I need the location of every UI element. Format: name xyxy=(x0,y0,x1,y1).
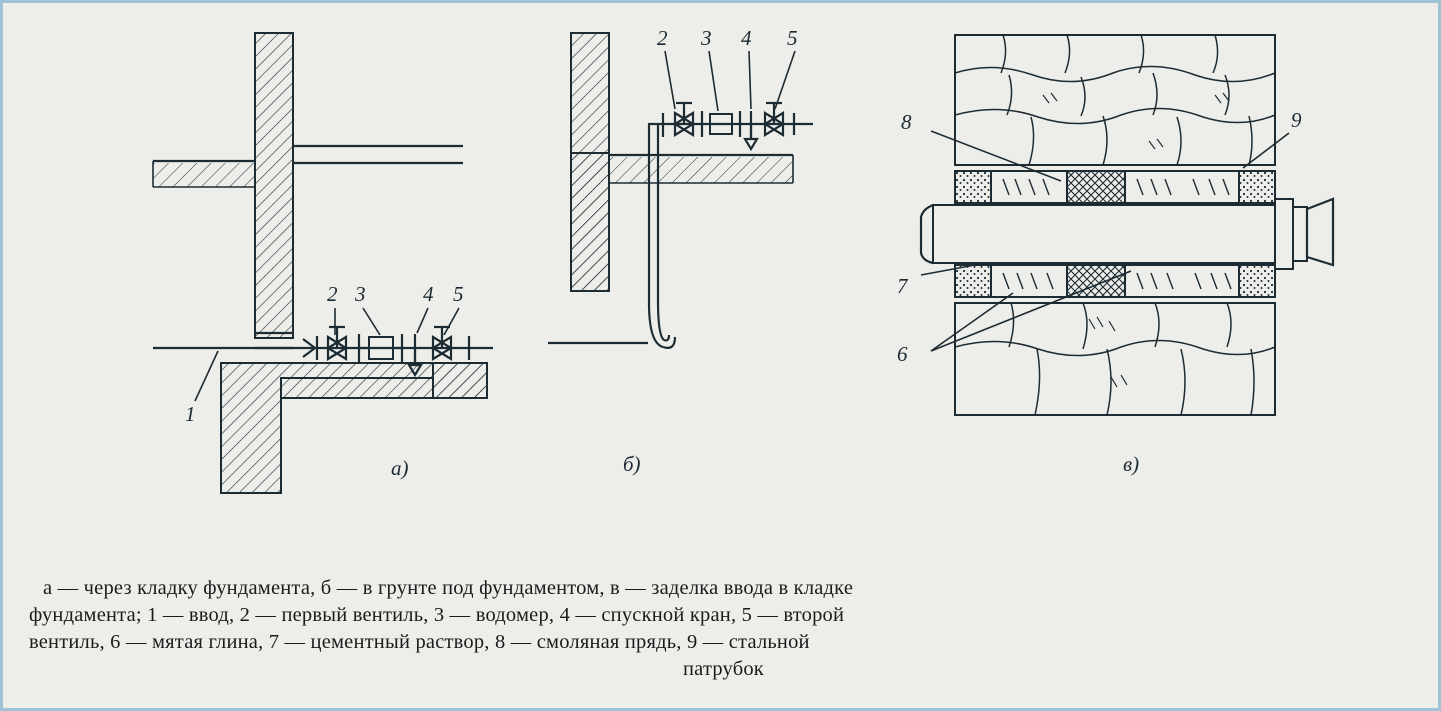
callout-1-a: 1 xyxy=(185,402,196,426)
valve-first-b xyxy=(663,103,693,137)
caption-line-2: фундамента; 1 — ввод, 2 — первый вентиль, 3 — водомер, 4 — спускной кран, 5 — второй xyxy=(29,604,845,626)
callout-7-v: 7 xyxy=(897,274,908,298)
callout-6-v: 6 xyxy=(897,342,908,366)
figure-caption xyxy=(3,563,1441,711)
callout-5-a: 5 xyxy=(453,282,464,306)
callout-2-b: 2 xyxy=(657,26,668,50)
callout-2-a: 2 xyxy=(327,282,338,306)
caption-line-1: а — через кладку фундамента, б — в грунте под фундаментом, в — заделка ввода в кладке xyxy=(43,577,854,599)
valve-second-b xyxy=(765,103,794,135)
valve-first-a xyxy=(328,327,346,359)
caption-line-3: вентиль, 6 — мятая глина, 7 — цементный раствор, 8 — смоляная прядь, 9 — стальной xyxy=(29,631,810,653)
drawing-svg xyxy=(3,3,1441,563)
drain-cock-b xyxy=(745,111,757,149)
callout-3-b: 3 xyxy=(701,26,712,50)
caption-line-4: патрубок xyxy=(683,658,764,680)
technical-drawing xyxy=(3,3,1441,563)
callout-5-b: 5 xyxy=(787,26,798,50)
callout-8-v: 8 xyxy=(901,110,912,134)
panel-label-b: б) xyxy=(623,452,641,476)
panel-v xyxy=(897,35,1333,476)
callout-4-a: 4 xyxy=(423,282,434,306)
panel-label-v: в) xyxy=(1123,452,1140,476)
callout-4-b: 4 xyxy=(741,26,752,50)
panel-a xyxy=(153,33,493,493)
panel-label-a: а) xyxy=(391,456,409,480)
panel-b xyxy=(548,26,813,476)
valve-second-a xyxy=(433,327,469,360)
callout-9-v: 9 xyxy=(1291,108,1302,132)
callout-3-a: 3 xyxy=(355,282,366,306)
